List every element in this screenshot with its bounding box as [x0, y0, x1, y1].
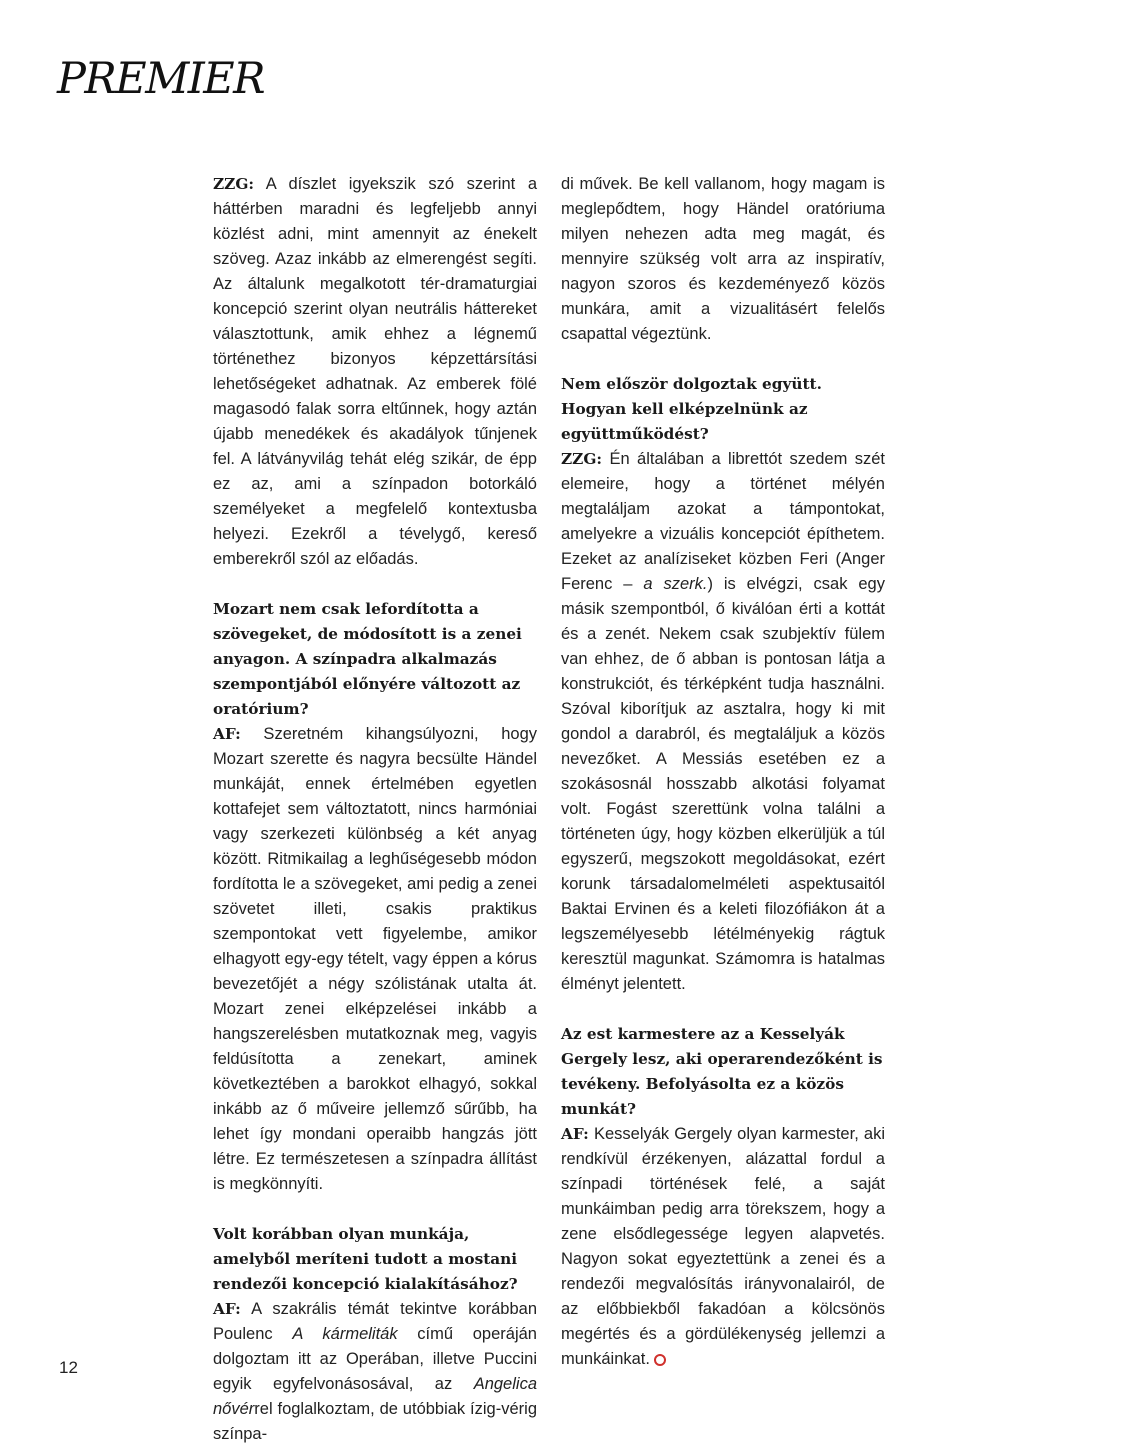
answer-paragraph-af-mozart: [213, 722, 537, 1197]
page-number: 12: [59, 1358, 78, 1377]
answer-text: Szeretném kihangsúlyozni, hogy Mozart szerette és nagyra becsülte Händel munkáját, ennek értelmében egyetlen kottafejet sem változtatott, nincs harmóniai vagy szerkezeti különbség a két anyag között. Ritmikailag a leghűségesebb módon fordította le a szövegeket, ami pedig a zenei szövetet illeti, csakis praktikus szempontokat vett figyelembe, amikor elhagyott egy-egy tételt, vagy éppen a kórus bevezetőjét a négy szólistának utalta át. Mozart zenei elképzelései inkább a hangszerelésben mutatkoznak meg, vagyis feldúsította a zenekart, aminek következtében a barokkot elhagyó, sokkal inkább az ő műveire jellemző sűrűbb, ha lehet így mondani operaibb hangzás jött létre. Ez természetesen a színpadra állítást is megkönnyíti.: [213, 725, 537, 1193]
answer-continuation: di művek. Be kell vallanom, hogy magam is meglepődtem, hogy Händel oratóriuma milyen nehezen adta meg magát, és mennyire szükség volt arra az inspiratív, nagyon szoros és kezdeményező közös munkára, amit a vizualitásért felelős csapattal végeztünk.: [561, 175, 885, 343]
answer-text: rel foglalkoztam, de utóbbiak ízig-vérig színpa-: [213, 1400, 537, 1443]
interview-question-earlier-work: Volt korábban olyan munkája, amelyből meríteni tudott a mostani rendezői koncepció kialakításához?: [213, 1225, 518, 1293]
answer-text: A szakrális témát tekintve korábban Poulenc: [213, 1300, 537, 1343]
left-column: [213, 172, 537, 1447]
answer-text: Én általában a librettót szedem szét elemeire, hogy a történet mélyén megtaláljam azokat a támpontokat, amelyekre a vizuális koncepciót építhetem. Ezeket az analíziseket közben Feri (Anger Ferenc –: [561, 450, 885, 593]
speaker-label: AF:: [213, 725, 241, 743]
answer-text: A díszlet igyekszik szó szerint a háttérben maradni és legfeljebb annyi közlést adni, mint amennyit az énekelt szöveg. Azaz inkább az elmerengést segíti. Az általunk megalkotott tér-dramaturgiai koncepció szerint olyan neutrális háttereket választottunk, amik ehhez a légnemű történethez bizonyos képzettársítási lehetőségeket adhatnak. Az emberek fölé magasodó falak sorra eltűnnek, hogy aztán újabb menedékek és akadályok tűnjenek fel. A látványvilág tehát elég szikár, de épp ez az, ami a színpadon botorkáló személyeket a megfelelő kontextusba helyezi. Ezekről a tévelygő, kereső emberekről szól az előadás.: [213, 175, 537, 568]
end-of-article-circle-icon: [654, 1354, 666, 1366]
answer-text: Kesselyák Gergely olyan karmester, aki rendkívül érzékenyen, alázattal fordul a színpadi történések felé, a saját munkáimban pedig arra törekszem, hogy a zene elsődlegessége legyen alapvetés. Nagyon sokat egyeztettünk a zenei és a rendezői megvalósítás irányvonalairól, de az előbbiekből fakadóan a kölcsönös megértés és a gördülékenység jellemzi a munkáinkat.: [561, 1125, 885, 1368]
speaker-label: AF:: [561, 1125, 589, 1143]
speaker-label: ZZG:: [213, 175, 255, 193]
answer-text: ) is elvégzi, csak egy másik szempontból, ő kiválóan érti a kottát és a zenét. Nekem csak szubjektív fülem van ehhez, de ő abban is pontosan látja a konstrukciót, és térképként tudja használni. Szóval kiborítjuk az asztalra, hogy ki mit gondol a darabról, és megtaláljuk a közös nevezőket. A Messiás esetében ez a szokásosnál hosszabb alkotási folyamat volt. Fogást szerettünk volna találni a történeten úgy, hogy közben elkerüljük a túl egyszerű, megszokott megoldásokat, ezért korunk társadalomelméleti aspektusaitól Baktai Ervinen és a keleti filozófiákon át a legszemélyesebb létélményekig rágtuk keresztül magunkat. Számomra is hatalmas élményt jelentett.: [561, 575, 885, 993]
answer-text: című operáján dolgoztam itt az Operában, illetve Puccini egyik egyfelvonásosával, az: [213, 1325, 537, 1393]
speaker-label: ZZG:: [561, 450, 603, 468]
editor-note-italic: a szerk.: [643, 575, 708, 593]
answer-paragraph-zzg-set: [213, 172, 537, 572]
opera-title-italic: A kármeliták: [292, 1325, 398, 1343]
opera-title-italic: Angelica nővér: [213, 1375, 537, 1418]
interview-question-mozart: Mozart nem csak lefordította a szövegeket, de módosított is a zenei anyagon. A színpadra alkalmazás szempontjából előnyére változott az oratórium?: [213, 600, 522, 718]
speaker-label: AF:: [213, 1300, 241, 1318]
interview-question-conductor: Az est karmestere az a Kesselyák Gergely lesz, aki operarendezőként is tevékeny. Befolyásolta ez a közös munkát?: [561, 1025, 883, 1118]
magazine-masthead: PREMIER: [57, 54, 264, 104]
answer-paragraph-zzg-collaboration: [561, 447, 885, 997]
right-column: [561, 172, 885, 1372]
interview-question-collaboration: Nem először dolgoztak együtt. Hogyan kell elképzelnünk az együttműködést?: [561, 375, 822, 443]
answer-paragraph-af-earlier-work: [213, 1297, 537, 1447]
answer-paragraph-af-conductor: [561, 1122, 885, 1372]
